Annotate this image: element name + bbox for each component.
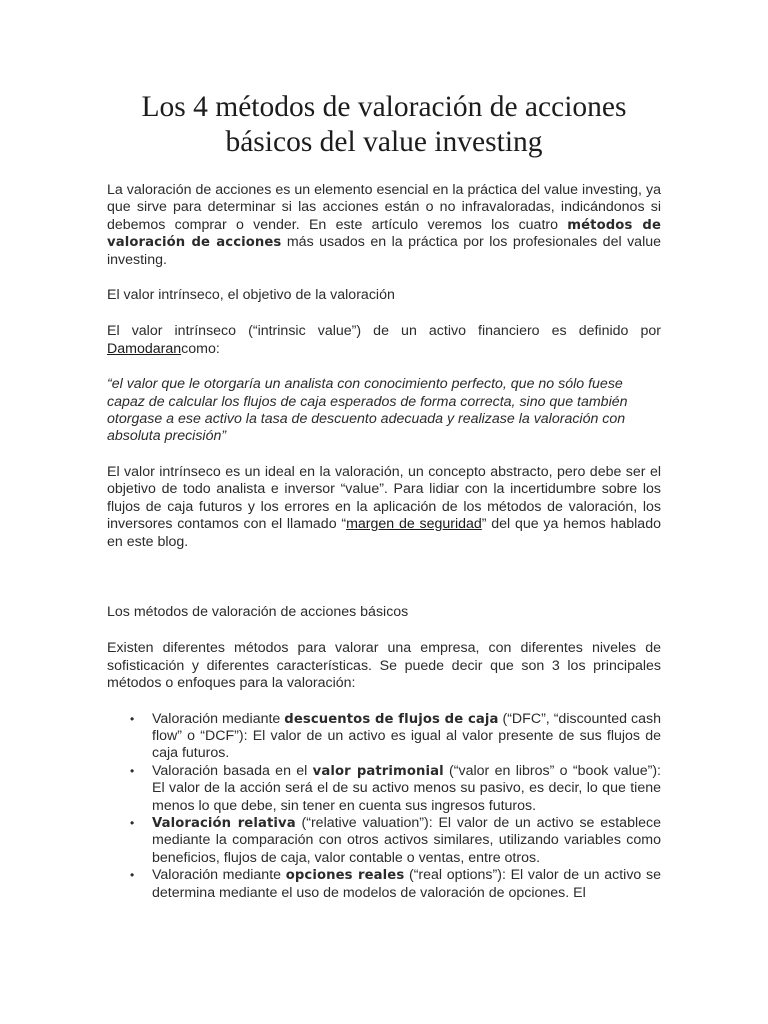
method-post: (“relative valuation”): El valor de un activo se establece mediante la comparación con otros activos similares, utilizando variables como beneficios, flujos de caja, valor contable o ventas, entre otros. <box>152 814 661 866</box>
method-post: (“DFC”, “discounted cash flow” o “DCF”): El valor de un activo es igual al valor presente de sus flujos de caja futuros. <box>152 710 661 762</box>
ideal-text-2: ” del que ya hemos hablado en este blog. <box>107 516 661 550</box>
method-name: opciones reales <box>285 868 405 884</box>
method-pre: Valoración mediante <box>152 867 286 884</box>
section-heading-valor-intrinseco: El valor intrínseco, el objetivo de la valoración <box>107 287 395 304</box>
list-item <box>130 710 661 763</box>
blank-space <box>107 569 661 604</box>
intro-paragraph <box>107 182 661 269</box>
method-name: valor patrimonial <box>312 763 444 779</box>
methods-list <box>107 711 661 902</box>
document-title: Los 4 métodos de valoración de acciones básicos del value investing <box>141 91 627 158</box>
method-name: descuentos de flujos de caja <box>284 711 499 727</box>
method-name: Valoración relativa <box>152 815 296 831</box>
bullet-icon: • <box>130 868 135 883</box>
margen-de-seguridad-link[interactable]: margen de seguridad <box>346 516 482 533</box>
definition-text-2: como: <box>181 340 220 357</box>
intro-text-2: más usados en la práctica por los profesionales del value investing. <box>107 234 662 268</box>
damodaran-quote: “el valor que le otorgaría un analista con conocimiento perfecto, que no sólo fuese capaz de calcular los flujos de caja esperados de forma correcta, sino que también otorgase a ese activo la tasa de descuento adecuada y realizase la valoración con absoluta precisión” <box>107 376 628 445</box>
list-item <box>130 814 661 867</box>
list-item <box>130 762 661 815</box>
document-page <box>107 90 661 902</box>
section-heading-metodos: Los métodos de valoración de acciones básicos <box>107 603 409 620</box>
method-pre: Valoración mediante <box>152 710 285 727</box>
ideal-text-1: El valor intrínseco es un ideal en la valoración, un concepto abstracto, pero debe ser el objetivo de todo analista e inversor “value”. Para lidiar con la incertidumbre sobre los flujos de caja futuros y los errores en la aplicación de los métodos de valoración, los inversores contamos con el llamado “ <box>107 463 661 533</box>
intro-bold-term: métodos de valoración de acciones <box>107 217 662 251</box>
methods-intro-paragraph: Existen diferentes métodos para valorar una empresa, con diferentes niveles de sofisticación y diferentes características. Se puede decir que son 3 los principales métodos o enfoques para la valoración: <box>107 640 661 692</box>
bullet-icon: • <box>130 763 135 778</box>
bullet-icon: • <box>130 711 135 726</box>
method-post: (“valor en libros” o “book value”): El valor de la acción será el de su activo menos su pasivo, es decir, lo que tiene menos lo que debe, sin tener en cuenta sus ingresos futuros. <box>152 762 661 814</box>
method-post: (“real options”): El valor de un activo se determina mediante el uso de modelos de valoración de opciones. El <box>152 867 661 901</box>
method-pre: Valoración basada en el <box>152 762 313 779</box>
damodaran-link[interactable]: Damodaran <box>107 340 182 357</box>
list-item <box>130 867 661 902</box>
definition-text-1: El valor intrínseco (“intrinsic value”) de un activo financiero es definido por <box>107 323 661 340</box>
intro-text-1: La valoración de acciones es un elemento esencial en la práctica del value investing, ya que sirve para determinar si las acciones están o no infravaloradas, indicándonos si debemos comprar o vender. En este artículo veremos los cuatro <box>107 182 661 233</box>
bullet-icon: • <box>130 815 135 830</box>
definition-paragraph <box>107 323 661 358</box>
ideal-paragraph <box>107 464 661 551</box>
